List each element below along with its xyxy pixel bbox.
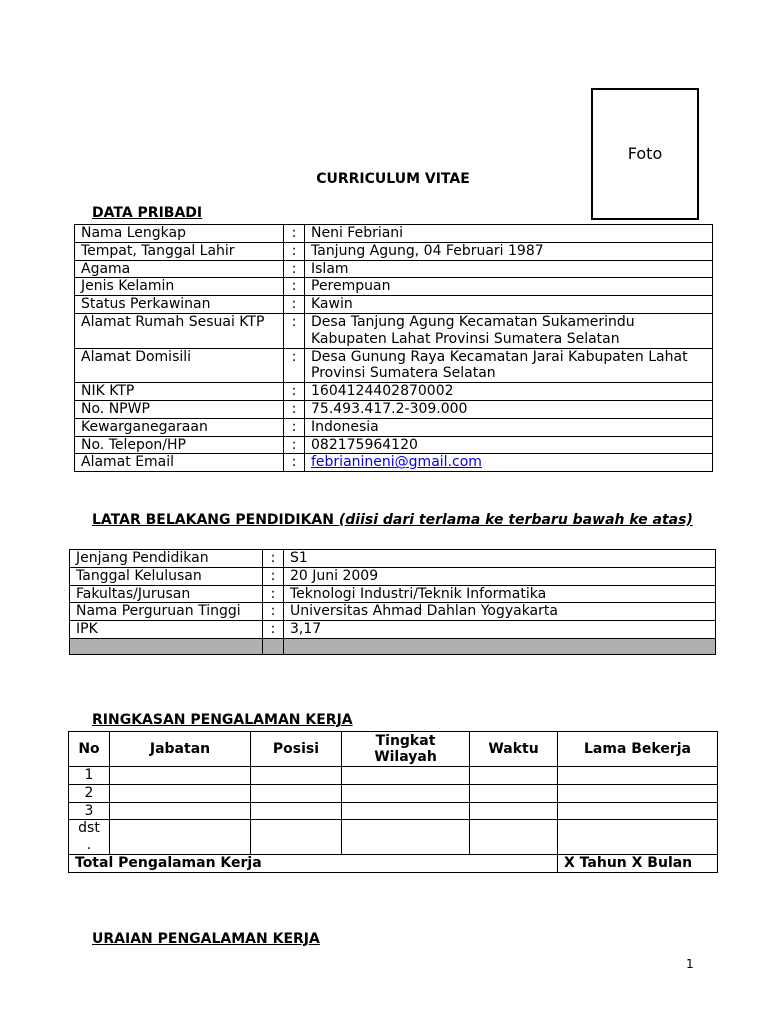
column-header-lama-bekerja: Lama Bekerja <box>558 732 718 767</box>
table-cell <box>558 802 718 820</box>
row-number <box>69 820 110 855</box>
row-value: Universitas Ahmad Dahlan Yogyakarta <box>284 603 716 621</box>
row-label: No. Telepon/HP <box>75 436 284 454</box>
table-row <box>69 802 718 820</box>
table-cell <box>342 767 470 785</box>
column-header-jabatan: Jabatan <box>110 732 251 767</box>
row-value: 1604124402870002 <box>305 383 713 401</box>
table-cell <box>251 784 342 802</box>
shaded-cell <box>70 638 263 654</box>
total-row <box>69 854 718 872</box>
table-row <box>75 278 713 296</box>
total-value: X Tahun X Bulan <box>558 854 718 872</box>
email-cell <box>305 454 713 472</box>
table-cell <box>558 784 718 802</box>
table-cell <box>558 820 718 855</box>
row-label: Nama Perguruan Tinggi <box>70 603 263 621</box>
row-label: Kewarganegaraan <box>75 418 284 436</box>
row-label: Fakultas/Jurusan <box>70 585 263 603</box>
row-number: 3 <box>69 802 110 820</box>
row-separator: : <box>284 418 305 436</box>
table-cell <box>110 820 251 855</box>
table-row <box>70 621 716 639</box>
row-separator: : <box>263 621 284 639</box>
row-separator: : <box>284 242 305 260</box>
education-heading <box>92 511 702 529</box>
table-cell <box>251 820 342 855</box>
table-row <box>75 296 713 314</box>
table-row <box>75 454 713 472</box>
row-label: Agama <box>75 260 284 278</box>
row-separator: : <box>284 436 305 454</box>
row-value: Indonesia <box>305 418 713 436</box>
row-separator: : <box>284 348 305 383</box>
row-separator: : <box>284 260 305 278</box>
table-cell <box>342 820 470 855</box>
table-row <box>75 418 713 436</box>
table-row <box>75 348 713 383</box>
row-value: S1 <box>284 550 716 568</box>
row-value: Desa Tanjung Agung Kecamatan Sukamerindu Kabupaten Lahat Provinsi Sumatera Selatan <box>305 313 713 348</box>
table-row <box>69 784 718 802</box>
table-cell <box>251 802 342 820</box>
table-row <box>75 436 713 454</box>
table-row <box>75 400 713 418</box>
table-row <box>75 313 713 348</box>
table-row <box>70 567 716 585</box>
row-label: Jenis Kelamin <box>75 278 284 296</box>
row-value: 082175964120 <box>305 436 713 454</box>
row-separator: : <box>263 550 284 568</box>
row-value: Islam <box>305 260 713 278</box>
page-number: 1 <box>686 957 694 971</box>
table-header-row <box>69 732 718 767</box>
shaded-cell <box>284 638 716 654</box>
row-label: Tempat, Tanggal Lahir <box>75 242 284 260</box>
experience-summary-table <box>68 731 718 873</box>
row-label: Status Perkawinan <box>75 296 284 314</box>
row-value: Desa Gunung Raya Kecamatan Jarai Kabupaten Lahat Provinsi Sumatera Selatan <box>305 348 713 383</box>
row-value: Kawin <box>305 296 713 314</box>
row-label: Alamat Rumah Sesuai KTP <box>75 313 284 348</box>
row-separator: : <box>284 225 305 243</box>
photo-label: Foto <box>627 143 663 163</box>
row-value: Tanjung Agung, 04 Februari 1987 <box>305 242 713 260</box>
row-number: 2 <box>69 784 110 802</box>
row-separator: : <box>284 383 305 401</box>
row-separator: : <box>284 296 305 314</box>
row-value: 3,17 <box>284 621 716 639</box>
row-separator: : <box>263 585 284 603</box>
shaded-cell <box>263 638 284 654</box>
table-cell <box>470 767 558 785</box>
table-row <box>70 550 716 568</box>
table-cell <box>558 767 718 785</box>
table-row <box>75 260 713 278</box>
row-label: NIK KTP <box>75 383 284 401</box>
table-row <box>75 242 713 260</box>
experience-detail-heading: URAIAN PENGALAMAN KERJA <box>92 931 320 947</box>
table-cell <box>342 784 470 802</box>
table-cell <box>470 784 558 802</box>
row-label: Alamat Domisili <box>75 348 284 383</box>
shaded-row <box>70 638 716 654</box>
table-cell <box>110 802 251 820</box>
photo-placeholder <box>591 88 699 220</box>
table-row <box>69 767 718 785</box>
table-row <box>70 585 716 603</box>
table-cell <box>110 767 251 785</box>
education-table <box>69 549 716 655</box>
row-separator: : <box>284 454 305 472</box>
table-cell <box>251 767 342 785</box>
column-header-tingkat-wilayah <box>342 732 470 767</box>
row-label: IPK <box>70 621 263 639</box>
table-row <box>75 383 713 401</box>
row-separator: : <box>263 603 284 621</box>
total-label: Total Pengalaman Kerja <box>69 854 558 872</box>
row-value: 75.493.417.2-309.000 <box>305 400 713 418</box>
table-row <box>70 603 716 621</box>
personal-data-heading: DATA PRIBADI <box>92 205 203 221</box>
table-cell <box>470 802 558 820</box>
experience-summary-heading: RINGKASAN PENGALAMAN KERJA <box>92 712 353 728</box>
row-value: Perempuan <box>305 278 713 296</box>
row-value: 20 Juni 2009 <box>284 567 716 585</box>
row-label: Nama Lengkap <box>75 225 284 243</box>
row-value: Neni Febriani <box>305 225 713 243</box>
table-cell <box>470 820 558 855</box>
education-heading-note: (diisi dari terlama ke terbaru bawah ke atas) <box>338 512 693 528</box>
table-row <box>69 820 718 855</box>
table-cell <box>110 784 251 802</box>
column-header-posisi: Posisi <box>251 732 342 767</box>
row-separator: : <box>284 400 305 418</box>
row-label: Jenjang Pendidikan <box>70 550 263 568</box>
email-link[interactable]: febrianineni@gmail.com <box>311 454 482 471</box>
page-title: CURRICULUM VITAE <box>316 171 470 187</box>
tingkat-wilayah-label: Tingkat Wilayah <box>374 732 437 765</box>
education-heading-text: LATAR BELAKANG PENDIDIKAN <box>92 512 334 528</box>
column-header-no: No <box>69 732 110 767</box>
row-label: Tanggal Kelulusan <box>70 567 263 585</box>
row-value: Teknologi Industri/Teknik Informatika <box>284 585 716 603</box>
row-number: 1 <box>69 767 110 785</box>
table-cell <box>342 802 470 820</box>
row-label: Alamat Email <box>75 454 284 472</box>
row-separator: : <box>263 567 284 585</box>
row-number-text: dst . <box>78 820 100 854</box>
row-separator: : <box>284 313 305 348</box>
row-label: No. NPWP <box>75 400 284 418</box>
row-separator: : <box>284 278 305 296</box>
personal-data-table <box>74 224 713 472</box>
column-header-waktu: Waktu <box>470 732 558 767</box>
table-row <box>75 225 713 243</box>
